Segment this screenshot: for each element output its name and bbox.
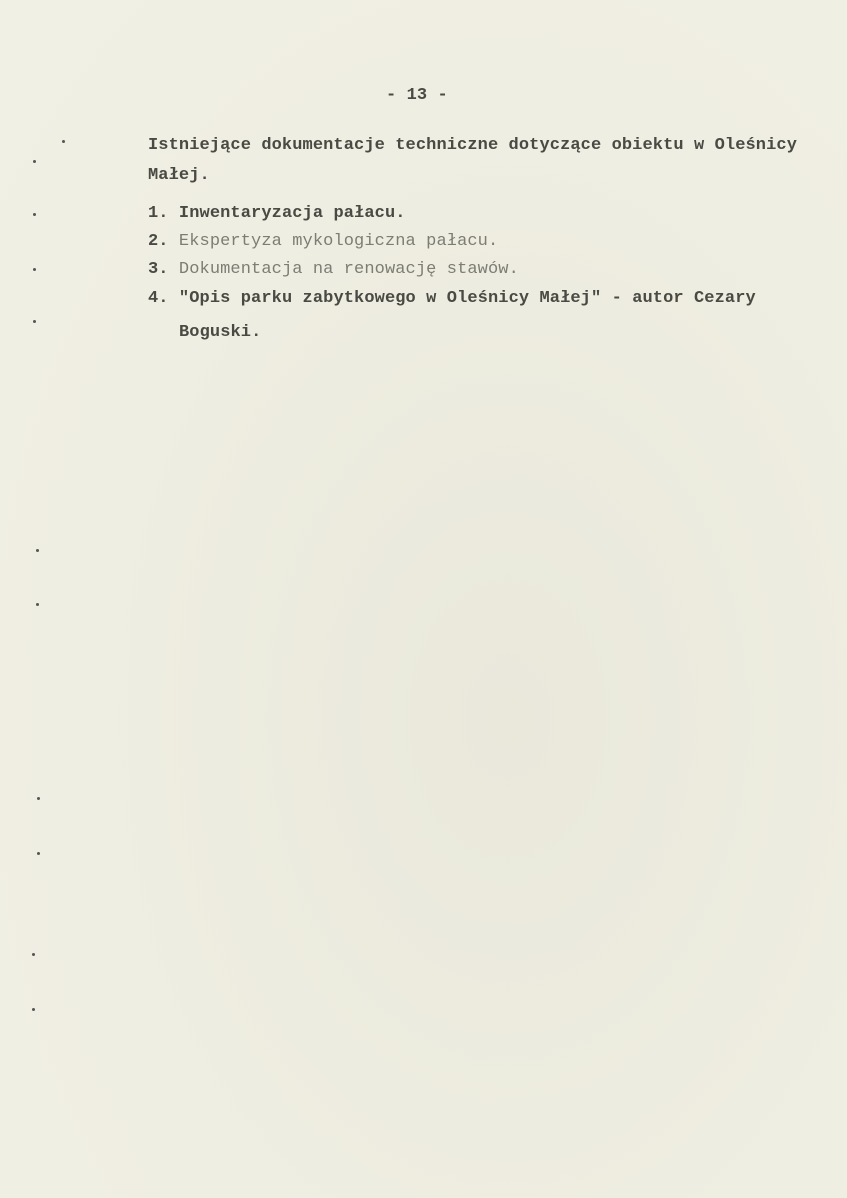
item-text: "Opis parku zabytkowego w Oleśnicy Małej" - autor Cezary bbox=[178, 289, 756, 308]
item-number: 3. bbox=[148, 260, 169, 279]
margin-mark bbox=[37, 797, 40, 800]
margin-mark bbox=[33, 213, 36, 216]
margin-mark bbox=[36, 549, 39, 552]
heading-line-2: Małej. bbox=[148, 166, 210, 185]
margin-mark bbox=[36, 603, 39, 606]
list-item bbox=[148, 260, 519, 279]
heading-line-1: Istniejące dokumentacje techniczne dotyczące obiektu w Oleśnicy bbox=[148, 136, 798, 155]
margin-mark bbox=[32, 1008, 35, 1011]
item-text: Inwentaryzacja pałacu. bbox=[178, 204, 406, 223]
margin-mark bbox=[62, 140, 65, 143]
margin-mark bbox=[33, 268, 36, 271]
item-text: Dokumentacja na renowację stawów. bbox=[178, 260, 519, 279]
list-item bbox=[148, 289, 756, 308]
margin-mark bbox=[33, 160, 36, 163]
item-number: 2. bbox=[148, 232, 169, 251]
margin-mark bbox=[33, 320, 36, 323]
list-item bbox=[148, 204, 406, 223]
item-number: 4. bbox=[148, 289, 169, 308]
item-text: Ekspertyza mykologiczna pałacu. bbox=[178, 232, 499, 251]
list-item-continuation: Boguski. bbox=[179, 323, 262, 342]
page-number: - 13 - bbox=[386, 86, 448, 105]
item-number: 1. bbox=[148, 204, 169, 223]
margin-mark bbox=[32, 953, 35, 956]
margin-mark bbox=[37, 852, 40, 855]
list-item bbox=[148, 232, 498, 251]
